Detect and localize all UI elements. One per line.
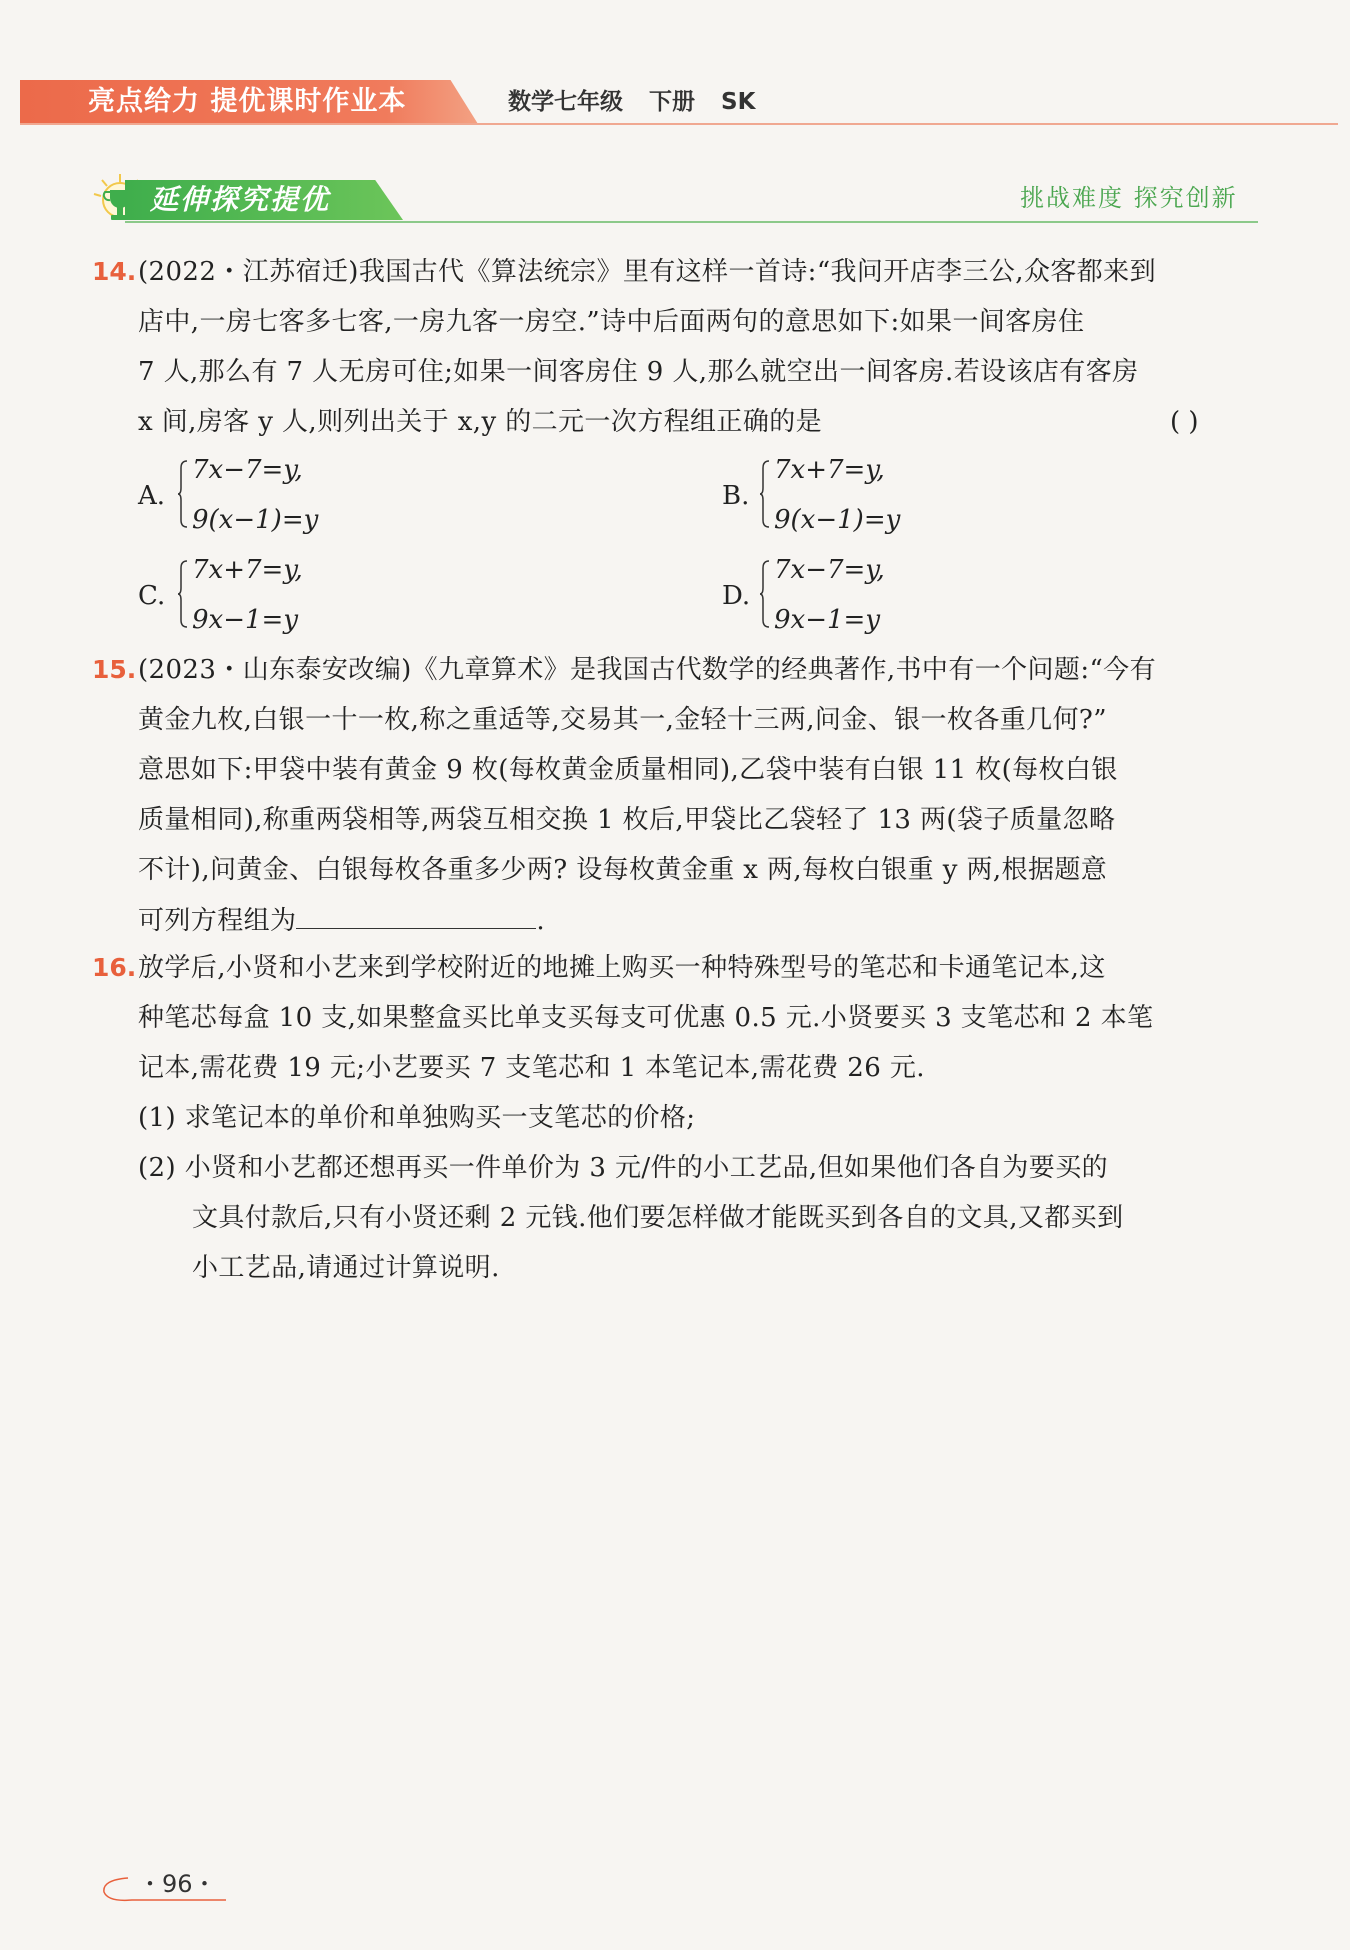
option-c-label: C. [138,581,166,611]
q15-line-5: 不计),问黄金、白银每枚各重多少两? 设每枚黄金重 x 两,每枚白银重 y 两,根据题意 [138,855,1108,885]
brace-icon [760,460,770,528]
q16-sub-1: (1) 求笔记本的单价和单独购买一支笔芯的价格; [138,1103,696,1133]
option-a-eq2: 9(x−1)=y [192,505,319,535]
q14-line-1: (2022・江苏宿迁)我国古代《算法统宗》里有这样一首诗:“我问开店李三公,众客都来到 [138,257,1156,287]
volume: 下册 [649,89,695,115]
q15-line-4: 质量相同),称重两袋相等,两袋互相交换 1 枚后,甲袋比乙袋轻了 13 两(袋子质量忽略 [138,805,1116,835]
section-rule [125,221,1258,223]
brace-icon [178,460,188,528]
q14-line-2: 店中,一房七客多七客,一房九客一房空.”诗中后面两句的意思如下:如果一间客房住 [138,307,1085,337]
option-c-eq1: 7x+7=y, [192,555,303,585]
q16-sub-2-line-3: 小工艺品,请通过计算说明. [192,1253,500,1283]
subject-grade: 数学七年级 [508,89,623,115]
option-b-label: B. [722,481,750,511]
question-number-14: 14. [92,257,137,286]
option-d-eq1: 7x−7=y, [774,555,885,585]
option-d-label: D. [722,581,751,611]
q14-line-4: x 间,房客 y 人,则列出关于 x,y 的二元一次方程组正确的是 [138,407,823,437]
edition: SK [721,89,756,115]
option-c-eq2: 9x−1=y [192,605,299,635]
answer-blank[interactable] [296,900,536,929]
brace-icon [760,560,770,628]
q15-line-3: 意思如下:甲袋中装有黄金 9 枚(每枚黄金质量相同),乙袋中装有白银 11 枚(每枚白银 [138,755,1118,785]
q15-line-6 [138,900,545,936]
page-number: ・96・ [138,1870,217,1898]
q16-line-1: 放学后,小贤和小艺来到学校附近的地摊上购买一种特殊型号的笔芯和卡通笔记本,这 [138,953,1106,983]
q16-line-3: 记本,需花费 19 元;小艺要买 7 支笔芯和 1 本笔记本,需花费 26 元. [138,1053,925,1083]
q14-line-3: 7 人,那么有 7 人无房可住;如果一间客房住 9 人,那么就空出一间客房.若设该店有客房 [138,357,1139,387]
option-b-eq1: 7x+7=y, [774,455,885,485]
header-rule [20,123,1338,125]
answer-parentheses: ( ) [1170,407,1199,437]
brace-icon [178,560,188,628]
q15-prefix: 可列方程组为 [138,906,297,936]
question-number-15: 15. [92,655,137,684]
option-d-eq2: 9x−1=y [774,605,881,635]
book-info [508,84,781,120]
option-a-label: A. [138,481,166,511]
q16-line-2: 种笔芯每盒 10 支,如果整盒买比单支买每支可优惠 0.5 元.小贤要买 3 支笔芯和 2 本笔 [138,1003,1154,1033]
q15-suffix: . [536,906,546,936]
q16-sub-2-line-2: 文具付款后,只有小贤还剩 2 元钱.他们要怎样做才能既买到各自的文具,又都买到 [192,1203,1124,1233]
q15-line-1: (2023・山东泰安改编)《九章算术》是我国古代数学的经典著作,书中有一个问题:“今有 [138,655,1156,685]
series-title: 亮点给力 提优课时作业本 [88,86,407,117]
q16-sub-2-line-1: (2) 小贤和小艺都还想再买一件单价为 3 元/件的小工艺品,但如果他们各自为要买的 [138,1153,1108,1183]
option-a-eq1: 7x−7=y, [192,455,303,485]
option-b-eq2: 9(x−1)=y [774,505,901,535]
q15-line-2: 黄金九枚,白银一十一枚,称之重适等,交易其一,金轻十三两,问金、银一枚各重几何?” [138,705,1107,735]
section-title: 延伸探究提优 [150,183,331,216]
question-number-16: 16. [92,953,137,982]
section-tagline: 挑战难度 探究创新 [1020,184,1238,212]
